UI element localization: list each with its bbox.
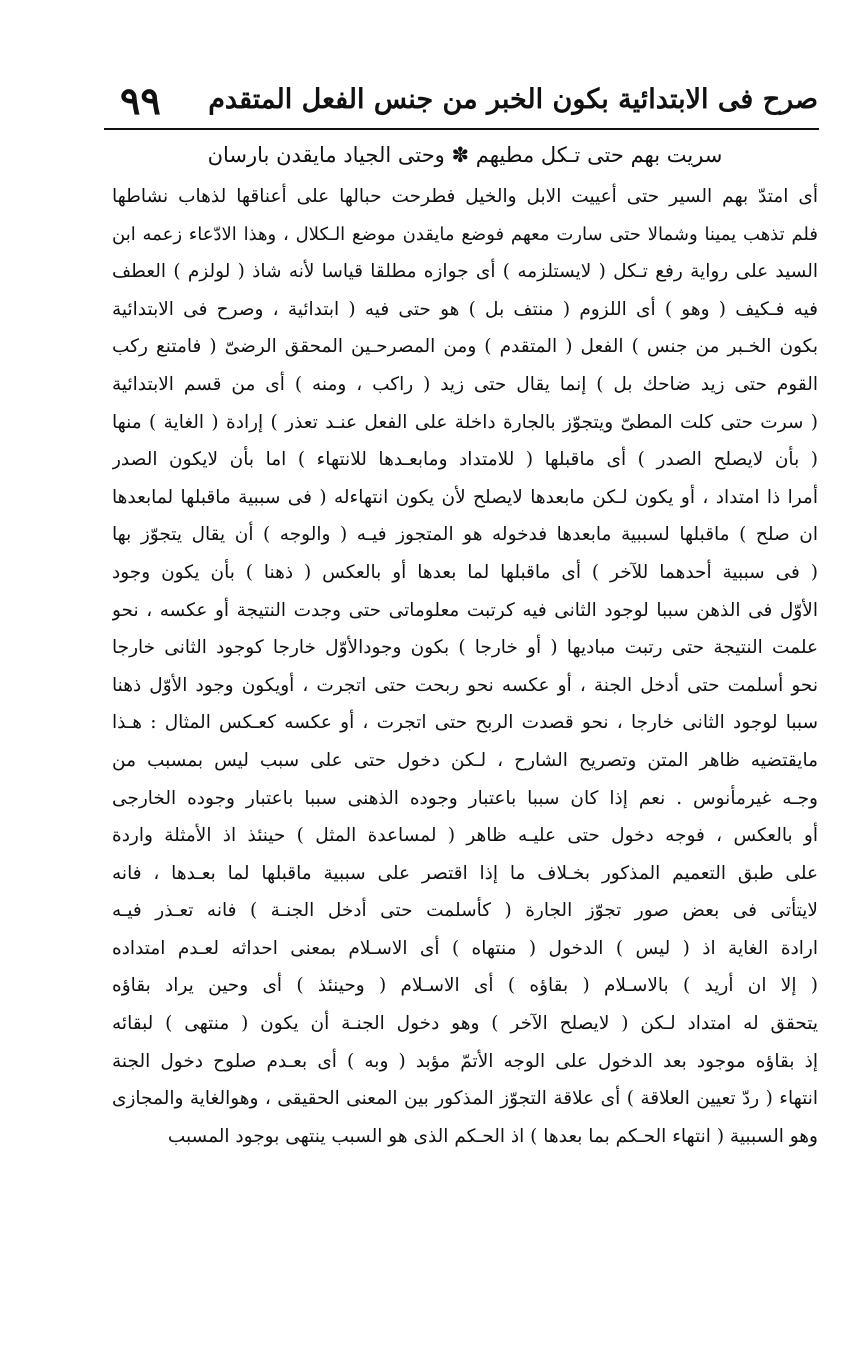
text-line: أمرا ذا امتداد ، أو يكون لـكن مابعدها لايصلح لأن يكون انتهاءله ( فى سببية ماقبلها لمابعدها xyxy=(112,486,818,508)
text-line: القوم حتى زيد ضاحك بل ) إنما يقال حتى زيد ( راكب ، ومنه ) أى من قسم الابتدائية xyxy=(112,373,818,395)
running-title: صرح فى الابتدائية بكون الخبر من جنس الفعل المتقدم xyxy=(208,84,818,115)
text-line: على طبق التعميم المذكور بخـلاف ما إذا اقتصر على سببية ماقبلها لما بعـدها ، فانه xyxy=(112,862,818,884)
text-line: يتحقق له امتداد لـكن ( لايصلح الآخر ) وهو دخول الجنـة أن يكون ( منتهى ) لبقائه xyxy=(112,1013,818,1035)
body-text xyxy=(112,178,818,1155)
text-line: وجـه غيرمأنوس . نعم إذا كان سببا باعتبار وجوده الذهنى سببا باعتبار وجوده الخارجى xyxy=(112,787,818,809)
text-line: لايتأتى فى بعض صور تجوّز الجارة ( كأسلمت حتى أدخل الجنـة ) فانه تعـذر فيـه xyxy=(112,900,818,922)
text-line: فلم تذهب يمينا وشمالا حتى سارت معهم فوضع مايقدن موضع الـكلال ، وهذا الادّعاء زعمه ابن xyxy=(112,223,818,245)
text-line: ( بأن لايصلح الصدر ) أى ماقبلها ( للامتداد ومابعـدها للانتهاء ) اما بأن لايكون الصدر xyxy=(112,449,818,471)
text-line: فيه فـكيف ( وهو ) أى اللزوم ( منتف بل ) هو حتى فيه ( ابتدائية ، وصرح فى الابتدائية xyxy=(112,298,818,320)
text-line: ( فى سببية أحدهما للآخر ) أى ماقبلها لما بعدها أو بالعكس ( ذهنا ) بأن يكون وجود xyxy=(112,561,818,583)
page-header xyxy=(112,78,818,128)
text-line: إذ بقاؤه موجود بعد الدخول على الوجه الأتمّ مؤبد ( وبه ) أى بعـدم صلوح دخول الجنة xyxy=(112,1050,818,1072)
text-line: علمت النتيجة حتى رتبت مباديها ( أو خارجا ) بكون وجودالأوّل خارجا كوجود الثانى خارجا xyxy=(112,637,818,659)
text-line: وهو السببية ( انتهاء الحـكم بما بعدها ) اذ الحـكم الذى هو السبب ينتهى بوجود المسبب xyxy=(167,1125,818,1147)
text-line: ان صلح ) ماقبلها لسببية مابعدها فدخوله هو المتجوز فيـه ( والوجه ) أن يقال يتجوّز بها xyxy=(112,524,818,546)
text-line: السيد على رواية رفع تـكل ( لايستلزمه ) أى جوازه مطلقا قياسا لأنه شاذ ( لولزم ) العطف xyxy=(112,261,818,283)
text-line: أو بالعكس ، فوجه دخول حتى عليـه ظاهر ( لمساعدة المثل ) حينئذ اذ الأمثلة واردة xyxy=(112,825,818,847)
text-line: انتهاء ( ردّ تعيين العلاقة ) أى علاقة التجوّز المذكور بين المعنى الحقيقى ، وهوالغاية والمجازى xyxy=(112,1088,818,1110)
text-line: أى امتدّ بهم السير حتى أعييت الابل والخيل فطرحت حبالها على أعناقها لذهاب نشاطها xyxy=(112,186,818,207)
text-line: ( إلا ان أريد ) بالاسـلام ( بقاؤه ) أى الاسـلام ( وحينئذ ) أى وحين يراد بقاؤه xyxy=(112,975,818,997)
page-number: ٩٩ xyxy=(120,78,161,123)
text-line: نحو أسلمت حتى أدخل الجنة ، أو عكسه نحو ربحت حتى اتجرت ، أويكون وجود الأوّل ذهنا xyxy=(112,674,818,696)
text-line: ارادة الغاية اذ ( ليس ) الدخول ( منتهاه ) أى الاسـلام بمعنى احداثه لعـدم امتداده xyxy=(112,937,818,959)
header-rule xyxy=(104,128,819,130)
text-line: سببا لوجود الثانى خارجا ، نحو قصدت الربح حتى اتجرت ، أو عكسه كعـكس المثال : هـذا xyxy=(112,712,818,734)
text-line: مايقتضيه ظاهر المتن وتصريح الشارح ، لـكن دخول حتى على سبب ليس بمسبب من xyxy=(112,749,818,771)
text-line: الأوّل فى الذهن سببا لوجود الثانى فيه كرتبت معلوماتى حتى وجدت النتيجة أو عكسه ، نحو xyxy=(112,599,818,621)
text-line: بكون الخـبر من جنس ) الفعل ( المتقدم ) ومن المصرحـين المحقق الرضىّ ( فامتنع ركب xyxy=(112,336,818,358)
poetry-verse: سريت بهم حتى تـكل مطيهم ✽ وحتى الجياد مايقدن بارسان xyxy=(207,143,723,167)
text-line: ( سرت حتى كلت المطىّ ويتجوّز بالجارة داخلة على الفعل عنـد تعذر ) إرادة ( الغاية ) منها xyxy=(112,411,818,433)
